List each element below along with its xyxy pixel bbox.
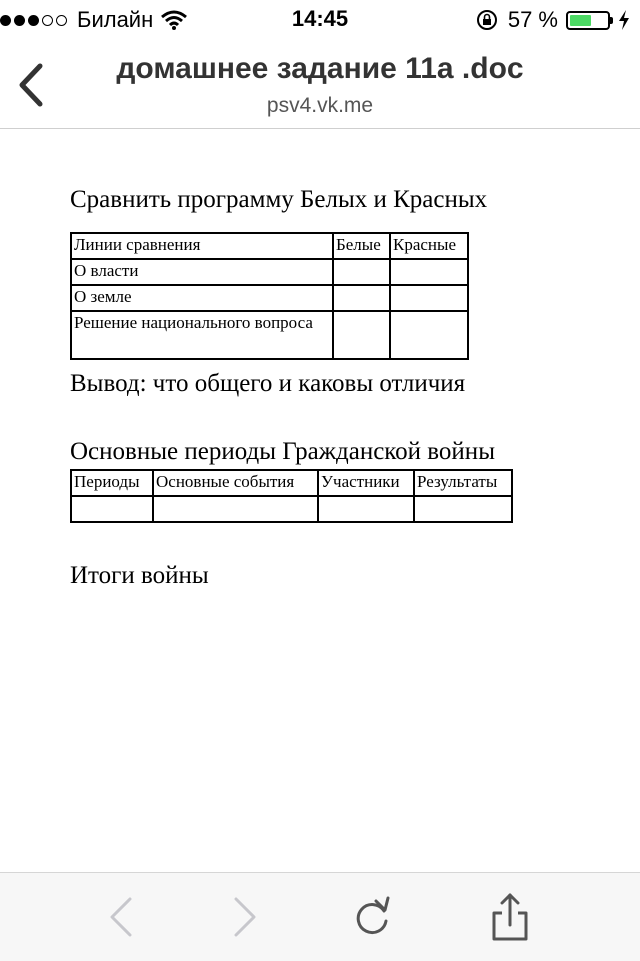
battery-percent: 57 %	[507, 7, 558, 32]
navigation-bar	[0, 40, 640, 129]
table-header-cell: Периоды	[71, 470, 153, 496]
battery-level-fill	[570, 15, 591, 26]
heading-civil-war-periods: Основные периоды Гражданской войны	[70, 438, 495, 465]
table-cell	[333, 311, 390, 359]
status-bar	[0, 0, 640, 40]
table-row	[71, 233, 468, 259]
battery-icon	[566, 11, 610, 30]
table-row	[71, 470, 512, 496]
table-cell	[390, 285, 468, 311]
table-header-cell: Участники	[318, 470, 414, 496]
table-header-cell: Белые	[333, 233, 390, 259]
table-cell	[333, 259, 390, 285]
table-cell	[390, 311, 468, 359]
table-cell	[71, 496, 153, 522]
conclusion-text: Вывод: что общего и каковы отличия	[70, 370, 466, 397]
table-row	[71, 496, 512, 522]
share-icon[interactable]	[486, 893, 534, 941]
table-header-cell: Результаты	[414, 470, 512, 496]
table-cell: О земле	[71, 285, 333, 311]
charging-bolt-icon	[618, 10, 630, 30]
status-time: 14:45	[291, 6, 349, 31]
table-cell	[333, 285, 390, 311]
table-row	[71, 311, 468, 359]
table-cell	[153, 496, 318, 522]
heading-war-results: Итоги войны	[70, 562, 209, 589]
forward-arrow-icon[interactable]	[220, 893, 268, 941]
table-cell: О власти	[71, 259, 333, 285]
table-header-cell: Красные	[390, 233, 468, 259]
document-title: домашнее задание 11а .doc	[116, 52, 524, 85]
table-cell: Решение национального вопроса	[71, 311, 333, 359]
comparison-table	[70, 232, 469, 360]
back-arrow-icon[interactable]	[98, 893, 146, 941]
table-header-cell: Основные события	[153, 470, 318, 496]
table-row	[71, 285, 468, 311]
table-cell	[390, 259, 468, 285]
reload-icon[interactable]	[348, 893, 396, 941]
bottom-toolbar	[0, 872, 640, 961]
document-source: psv4.vk.me	[266, 94, 374, 117]
periods-table	[70, 469, 513, 523]
heading-compare-programs: Сравнить программу Белых и Красных	[70, 186, 488, 213]
status-right	[476, 6, 630, 34]
rotation-lock-icon	[476, 9, 498, 31]
table-row	[71, 259, 468, 285]
carrier-name: Билайн	[77, 7, 154, 32]
table-header-cell: Линии сравнения	[71, 233, 333, 259]
table-cell	[318, 496, 414, 522]
table-cell	[414, 496, 512, 522]
